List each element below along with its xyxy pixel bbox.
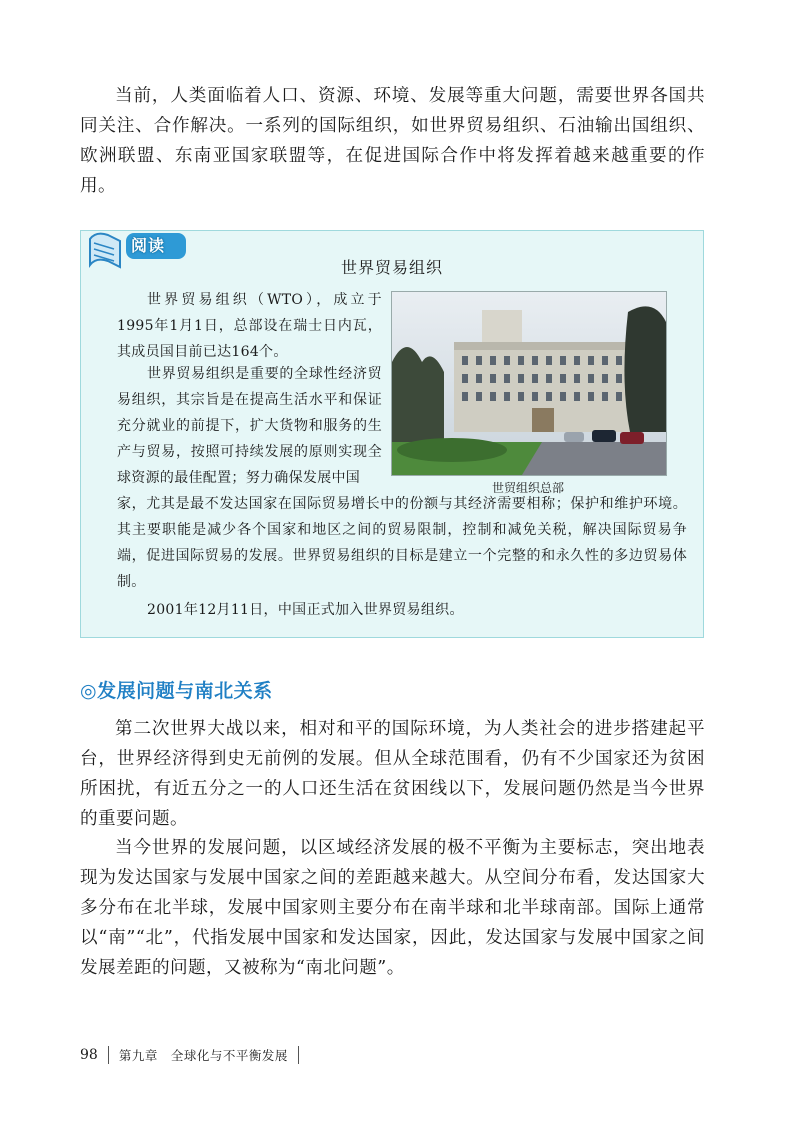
- reading-paragraph: 世界贸易组织是重要的全球性经济贸易组织，其宗旨是在提高生活水平和保证充分就业的前提下，扩大货物和服务的生产与贸易，按照可持续发展的原则实现全球资源的最佳配置；努力确保发展中国: [117, 366, 382, 486]
- reading-title: 世界贸易组织: [340, 258, 443, 277]
- chapter-title: 第九章 全球化与不平衡发展: [118, 1048, 288, 1063]
- footer-divider: [298, 1046, 299, 1064]
- reading-paragraph: 世界贸易组织（WTO），成立于1995年1月1日，总部设在瑞士日内瓦，其成员国目前已达164个。: [117, 292, 382, 360]
- reading-paragraph: 2001年12月11日，中国正式加入世界贸易组织。: [147, 602, 464, 618]
- footer-divider: [108, 1046, 109, 1064]
- wto-headquarters-photo: [391, 291, 667, 476]
- reading-badge-label: 阅读: [131, 236, 166, 255]
- page-footer: [80, 1044, 309, 1066]
- section-heading: ◎发展问题与南北关系: [80, 680, 273, 702]
- intro-paragraph: 当前，人类面临着人口、资源、环境、发展等重大问题，需要世界各国共同关注、合作解决。一系列的国际组织，如世界贸易组织、石油输出国组织、欧洲联盟、东南亚国家联盟等，在促进国际合作中将发挥着越来越重要的作用。: [80, 86, 705, 196]
- reading-paragraph-continued: 家，尤其是最不发达国家在国际贸易增长中的份额与其经济需要相称；保护和维护环境。其主要职能是减少各个国家和地区之间的贸易限制，控制和减免关税，解决国际贸易争端，促进国际贸易的发展。世界贸易组织的目标是建立一个完整的和永久性的多边贸易体制。: [117, 496, 687, 590]
- photo-caption: 世贸组织总部: [491, 481, 564, 495]
- body-paragraph: 第二次世界大战以来，相对和平的国际环境，为人类社会的进步搭建起平台，世界经济得到史无前例的发展。但从全球范围看，仍有不少国家还为贫困所困扰，有近五分之一的人口还生活在贫困线以下，发展问题仍然是当今世界的重要问题。: [80, 719, 705, 829]
- page-number: 98: [80, 1047, 98, 1063]
- body-paragraph: 当今世界的发展问题，以区域经济发展的极不平衡为主要标志，突出地表现为发达国家与发展中国家之间的差距越来越大。从空间分布看，发达国家大多分布在北半球，发展中国家则主要分布在南半球和北半球南部。国际上通常以“南”“北”，代指发展中国家和发达国家，因此，发达国家与发展中国家之间发展差距的问题，又被称为“南北问题”。: [80, 838, 705, 978]
